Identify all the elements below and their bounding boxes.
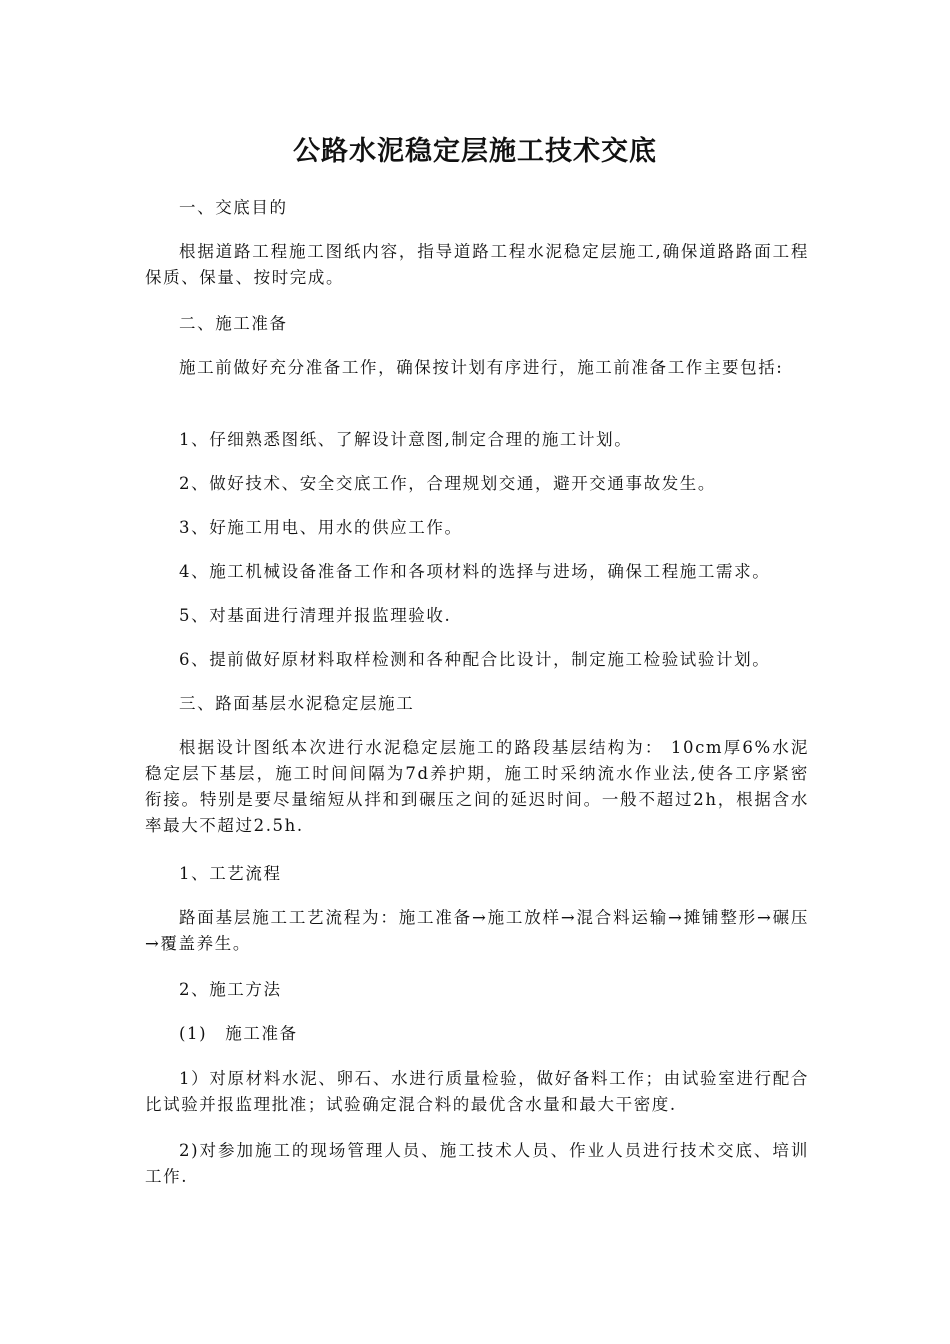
document-title: 公路水泥稳定层施工技术交底 xyxy=(293,136,657,167)
paragraph-preparation-intro: 施工前做好充分准备工作，确保按计划有序进行，施工前准备工作主要包括: xyxy=(179,358,784,377)
section-heading-purpose: 一、交底目的 xyxy=(179,198,288,217)
list-item-2: 2、做好技术、安全交底工作，合理规划交通，避开交通事故发生。 xyxy=(179,474,716,493)
list-item-1: 1、仔细熟悉图纸、了解设计意图,制定合理的施工计划。 xyxy=(179,430,633,449)
list-item-3: 3、好施工用电、用水的供应工作。 xyxy=(179,518,463,537)
list-item-4: 4、施工机械设备准备工作和各项材料的选择与进场，确保工程施工需求。 xyxy=(179,562,771,581)
list-item-6: 6、提前做好原材料取样检测和各种配合比设计，制定施工检验试验计划。 xyxy=(179,650,771,669)
list-item-5: 5、对基面进行清理并报监理验收. xyxy=(179,606,452,625)
section-heading-construction: 三、路面基层水泥稳定层施工 xyxy=(179,694,415,713)
subheading-process-flow: 1、工艺流程 xyxy=(179,864,282,883)
subheading-method: 2、施工方法 xyxy=(179,980,282,999)
paragraph-structure: 根据设计图纸本次进行水泥稳定层施工的路段基层结构为： 10cm厚6%水泥稳定层下基层，施工时间间隔为7d养护期，施工时采纳流水作业法,使各工序紧密衔接。特别是要尽量缩短从拌和到碾压之间的延迟时间。一般不超过2h，根据含水率最大不超过2.5h. xyxy=(145,738,809,835)
paragraph-process-flow: 路面基层施工工艺流程为：施工准备→施工放样→混合料运输→摊铺整形→碾压→覆盖养生。 xyxy=(145,908,809,953)
subheading-prep-step: (1) 施工准备 xyxy=(179,1024,298,1043)
paragraph-training: 2)对参加施工的现场管理人员、施工技术人员、作业人员进行技术交底、培训工作. xyxy=(145,1141,809,1186)
section-heading-preparation: 二、施工准备 xyxy=(179,314,288,333)
paragraph-material-testing: 1）对原材料水泥、卵石、水进行质量检验，做好备料工作；由试验室进行配合比试验并报监理批准；试验确定混合料的最优含水量和最大干密度. xyxy=(145,1069,809,1114)
paragraph-purpose: 根据道路工程施工图纸内容，指导道路工程水泥稳定层施工,确保道路路面工程保质、保量、按时完成。 xyxy=(145,242,809,287)
